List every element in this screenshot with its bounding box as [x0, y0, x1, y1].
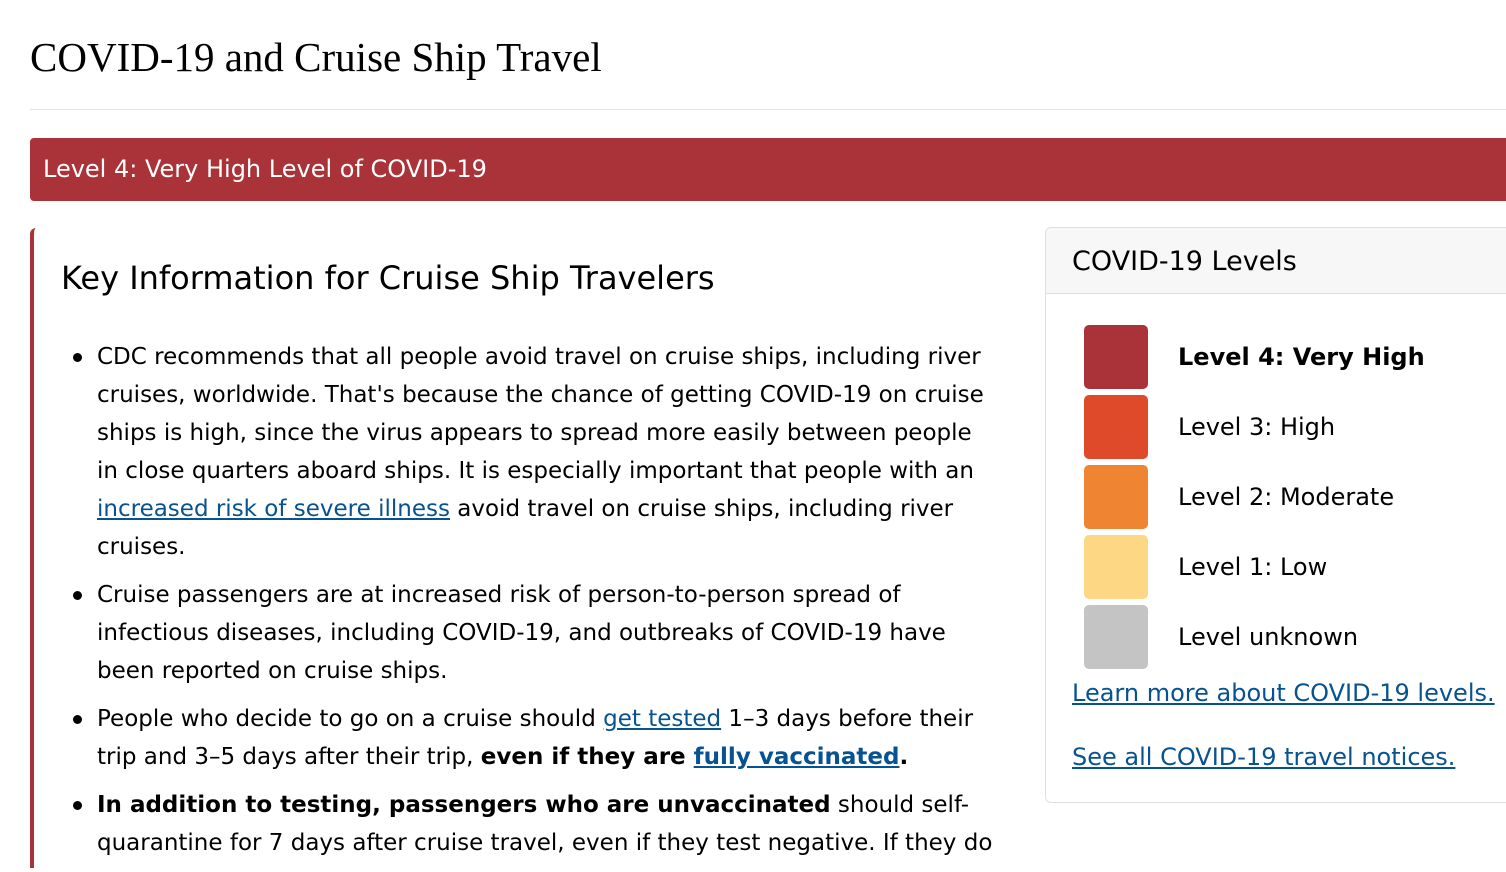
level-row-2: [1084, 465, 1504, 529]
level-3-swatch: [1084, 395, 1148, 459]
item-text: Cruise passengers are at increased risk of person-to-person spread of infectious diseases, including COVID-19, and outbreaks of COVID-19 have been reported on cruise ships.: [97, 582, 946, 684]
level-banner: Level 4: Very High Level of COVID-19: [30, 138, 1506, 201]
key-info-heading: Key Information for Cruise Ship Travelers: [61, 259, 715, 297]
title-divider: [30, 109, 1506, 110]
fully-vaccinated-link[interactable]: [694, 744, 900, 770]
list-item: [97, 700, 997, 776]
list-item: [97, 786, 997, 862]
list-item: [97, 576, 997, 690]
item-text: 1–3 days before their trip and 3–5 days after their trip,: [97, 706, 974, 770]
key-info-section: [30, 228, 1010, 868]
level-row-4: [1084, 325, 1504, 389]
bullet-icon: [73, 591, 82, 600]
bullet-icon: [73, 353, 82, 362]
item-text: People who decide to go on a cruise should: [97, 706, 604, 732]
level-row-1: [1084, 535, 1504, 599]
level-2-swatch: [1084, 465, 1148, 529]
all-travel-notices-link[interactable]: See all COVID-19 travel notices.: [1072, 743, 1456, 771]
item-bold-text: even if they are: [480, 744, 694, 770]
level-unknown-label: Level unknown: [1178, 623, 1359, 651]
level-1-label: Level 1: Low: [1178, 553, 1328, 581]
bullet-icon: [73, 801, 82, 810]
list-item: [97, 338, 997, 566]
level-row-unknown: [1084, 605, 1504, 669]
page-title: COVID-19 and Cruise Ship Travel: [30, 34, 602, 80]
severe-illness-link[interactable]: increased risk of severe illness: [97, 496, 450, 522]
item-text: avoid travel on cruise ships, including river cruises.: [97, 496, 954, 560]
fully-vaccinated-link-text: fully vaccinated: [693, 744, 900, 770]
item-text: should self-quarantine for 7 days after cruise travel, even if they test negative. If they do: [97, 792, 993, 856]
level-4-label: Level 4: Very High: [1178, 343, 1425, 371]
learn-more-levels-link[interactable]: Learn more about COVID-19 levels.: [1072, 679, 1495, 707]
level-2-label: Level 2: Moderate: [1178, 483, 1395, 511]
get-tested-link[interactable]: get tested: [603, 706, 722, 732]
level-row-3: [1084, 395, 1504, 459]
covid-levels-card: [1045, 227, 1506, 803]
key-info-list: [97, 338, 997, 872]
bullet-icon: [73, 715, 82, 724]
item-text: CDC recommends that all people avoid travel on cruise ships, including river cruises, worldwide. That's because the chance of getting COVID-19 on cruise ships is high, since the virus appears to spread more easily between people in close quarters aboard ships. It is especially important that people with an: [97, 344, 984, 484]
level-4-swatch: [1084, 325, 1148, 389]
item-bold-text: .: [899, 744, 909, 770]
levels-card-heading: COVID-19 Levels: [1046, 228, 1506, 294]
level-1-swatch: [1084, 535, 1148, 599]
level-3-label: Level 3: High: [1178, 413, 1336, 441]
level-unknown-swatch: [1084, 605, 1148, 669]
item-bold-text: In addition to testing, passengers who are unvaccinated: [97, 792, 831, 818]
